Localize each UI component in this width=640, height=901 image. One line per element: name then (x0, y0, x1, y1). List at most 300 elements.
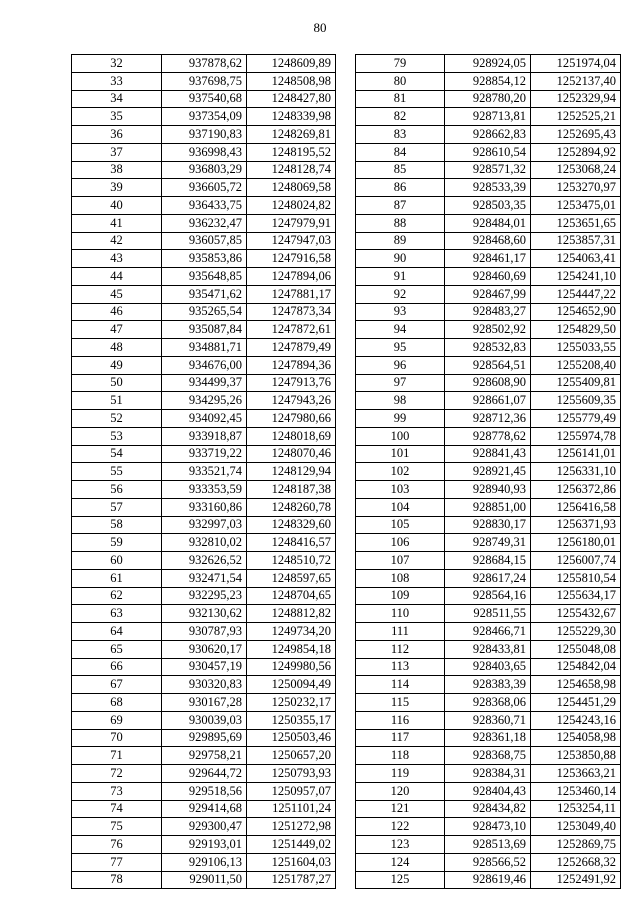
table-row (72, 303, 336, 321)
point-number-cell: 77 (72, 853, 162, 871)
y-coordinate-cell: 1250957,07 (247, 782, 336, 800)
y-coordinate-cell: 1248128,74 (247, 161, 336, 179)
x-coordinate-cell: 935471,62 (162, 285, 247, 303)
y-coordinate-cell: 1255229,30 (531, 623, 621, 641)
y-coordinate-cell: 1253857,31 (531, 232, 621, 250)
y-coordinate-cell: 1254063,41 (531, 250, 621, 268)
point-number-cell: 49 (72, 356, 162, 374)
table-row (72, 179, 336, 197)
y-coordinate-cell: 1247979,91 (247, 214, 336, 232)
table-row (72, 587, 336, 605)
table-row (72, 339, 336, 357)
table-row (72, 871, 336, 889)
table-row (72, 481, 336, 499)
y-coordinate-cell: 1250503,46 (247, 729, 336, 747)
point-number-cell: 53 (72, 427, 162, 445)
point-number-cell: 59 (72, 534, 162, 552)
point-number-cell: 73 (72, 782, 162, 800)
point-number-cell: 69 (72, 711, 162, 729)
x-coordinate-cell: 934881,71 (162, 339, 247, 357)
y-coordinate-cell: 1247943,26 (247, 392, 336, 410)
x-coordinate-cell: 928610,54 (445, 143, 531, 161)
table-row (356, 782, 621, 800)
point-number-cell: 110 (356, 605, 445, 623)
x-coordinate-cell: 928460,69 (445, 268, 531, 286)
point-number-cell: 56 (72, 481, 162, 499)
y-coordinate-cell: 1248416,57 (247, 534, 336, 552)
table-row (72, 463, 336, 481)
table-row (72, 782, 336, 800)
x-coordinate-cell: 928483,27 (445, 303, 531, 321)
y-coordinate-cell: 1251787,27 (247, 871, 336, 889)
y-coordinate-cell: 1255048,08 (531, 640, 621, 658)
x-coordinate-cell: 930167,28 (162, 694, 247, 712)
point-number-cell: 106 (356, 534, 445, 552)
x-coordinate-cell: 928513,69 (445, 836, 531, 854)
y-coordinate-cell: 1250355,17 (247, 711, 336, 729)
x-coordinate-cell: 929414,68 (162, 800, 247, 818)
x-coordinate-cell: 930787,93 (162, 623, 247, 641)
x-coordinate-cell: 928564,51 (445, 356, 531, 374)
table-row (72, 285, 336, 303)
table-row (356, 268, 621, 286)
table-row (356, 481, 621, 499)
point-number-cell: 67 (72, 676, 162, 694)
y-coordinate-cell: 1254241,10 (531, 268, 621, 286)
table-row (72, 552, 336, 570)
x-coordinate-cell: 935087,84 (162, 321, 247, 339)
x-coordinate-cell: 928712,36 (445, 410, 531, 428)
point-number-cell: 68 (72, 694, 162, 712)
table-row (72, 161, 336, 179)
y-coordinate-cell: 1255810,54 (531, 569, 621, 587)
point-number-cell: 101 (356, 445, 445, 463)
table-row (356, 676, 621, 694)
y-coordinate-cell: 1254658,98 (531, 676, 621, 694)
point-number-cell: 55 (72, 463, 162, 481)
x-coordinate-cell: 936803,29 (162, 161, 247, 179)
point-number-cell: 84 (356, 143, 445, 161)
table-row (72, 534, 336, 552)
point-number-cell: 79 (356, 55, 445, 73)
table-row (72, 214, 336, 232)
y-coordinate-cell: 1248018,69 (247, 427, 336, 445)
x-coordinate-cell: 928619,46 (445, 871, 531, 889)
table-row (72, 268, 336, 286)
y-coordinate-cell: 1248070,46 (247, 445, 336, 463)
x-coordinate-cell: 929300,47 (162, 818, 247, 836)
point-number-cell: 40 (72, 197, 162, 215)
table-row (356, 498, 621, 516)
x-coordinate-cell: 928502,92 (445, 321, 531, 339)
point-number-cell: 124 (356, 853, 445, 871)
x-coordinate-cell: 928661,07 (445, 392, 531, 410)
point-number-cell: 41 (72, 214, 162, 232)
x-coordinate-cell: 928466,71 (445, 623, 531, 641)
point-number-cell: 39 (72, 179, 162, 197)
x-coordinate-cell: 932997,03 (162, 516, 247, 534)
y-coordinate-cell: 1247872,61 (247, 321, 336, 339)
y-coordinate-cell: 1252869,75 (531, 836, 621, 854)
table-row (356, 55, 621, 73)
table-row (356, 640, 621, 658)
table-row (72, 658, 336, 676)
table-row (356, 818, 621, 836)
y-coordinate-cell: 1253254,11 (531, 800, 621, 818)
table-row (72, 765, 336, 783)
y-coordinate-cell: 1254451,29 (531, 694, 621, 712)
table-row (356, 587, 621, 605)
point-number-cell: 54 (72, 445, 162, 463)
point-number-cell: 66 (72, 658, 162, 676)
point-number-cell: 122 (356, 818, 445, 836)
table-row (72, 410, 336, 428)
table-row (72, 605, 336, 623)
point-number-cell: 85 (356, 161, 445, 179)
table-row (72, 800, 336, 818)
table-row (356, 303, 621, 321)
x-coordinate-cell: 937698,75 (162, 72, 247, 90)
table-row (72, 108, 336, 126)
y-coordinate-cell: 1253651,65 (531, 214, 621, 232)
table-row (356, 516, 621, 534)
table-row (356, 463, 621, 481)
x-coordinate-cell: 933353,59 (162, 481, 247, 499)
table-row (72, 55, 336, 73)
x-coordinate-cell: 929106,13 (162, 853, 247, 871)
x-coordinate-cell: 929895,69 (162, 729, 247, 747)
table-row (356, 321, 621, 339)
table-row (72, 356, 336, 374)
y-coordinate-cell: 1247881,17 (247, 285, 336, 303)
point-number-cell: 37 (72, 143, 162, 161)
y-coordinate-cell: 1251974,04 (531, 55, 621, 73)
x-coordinate-cell: 932810,02 (162, 534, 247, 552)
table-row (72, 729, 336, 747)
point-number-cell: 95 (356, 339, 445, 357)
y-coordinate-cell: 1256331,10 (531, 463, 621, 481)
x-coordinate-cell: 928841,43 (445, 445, 531, 463)
table-row (72, 90, 336, 108)
coordinates-table-left (71, 54, 336, 889)
table-row (72, 640, 336, 658)
point-number-cell: 80 (356, 72, 445, 90)
point-number-cell: 57 (72, 498, 162, 516)
y-coordinate-cell: 1252668,32 (531, 853, 621, 871)
y-coordinate-cell: 1248195,52 (247, 143, 336, 161)
x-coordinate-cell: 935265,54 (162, 303, 247, 321)
x-coordinate-cell: 928383,39 (445, 676, 531, 694)
x-coordinate-cell: 929011,50 (162, 871, 247, 889)
table-row (356, 250, 621, 268)
y-coordinate-cell: 1249734,20 (247, 623, 336, 641)
y-coordinate-cell: 1250232,17 (247, 694, 336, 712)
x-coordinate-cell: 937878,62 (162, 55, 247, 73)
y-coordinate-cell: 1249980,56 (247, 658, 336, 676)
y-coordinate-cell: 1248269,81 (247, 126, 336, 144)
x-coordinate-cell: 936998,43 (162, 143, 247, 161)
table-row (356, 339, 621, 357)
point-number-cell: 98 (356, 392, 445, 410)
point-number-cell: 75 (72, 818, 162, 836)
x-coordinate-cell: 928360,71 (445, 711, 531, 729)
point-number-cell: 103 (356, 481, 445, 499)
point-number-cell: 35 (72, 108, 162, 126)
point-number-cell: 88 (356, 214, 445, 232)
y-coordinate-cell: 1255432,67 (531, 605, 621, 623)
y-coordinate-cell: 1255208,40 (531, 356, 621, 374)
point-number-cell: 74 (72, 800, 162, 818)
y-coordinate-cell: 1252329,94 (531, 90, 621, 108)
table-row (356, 143, 621, 161)
table-row (72, 126, 336, 144)
point-number-cell: 90 (356, 250, 445, 268)
y-coordinate-cell: 1253460,14 (531, 782, 621, 800)
x-coordinate-cell: 928780,20 (445, 90, 531, 108)
point-number-cell: 81 (356, 90, 445, 108)
y-coordinate-cell: 1252137,40 (531, 72, 621, 90)
table-row (72, 694, 336, 712)
x-coordinate-cell: 932130,62 (162, 605, 247, 623)
point-number-cell: 107 (356, 552, 445, 570)
x-coordinate-cell: 934499,37 (162, 374, 247, 392)
y-coordinate-cell: 1253270,97 (531, 179, 621, 197)
point-number-cell: 89 (356, 232, 445, 250)
table-row (356, 534, 621, 552)
point-number-cell: 123 (356, 836, 445, 854)
x-coordinate-cell: 928384,31 (445, 765, 531, 783)
y-coordinate-cell: 1250793,93 (247, 765, 336, 783)
x-coordinate-cell: 928368,75 (445, 747, 531, 765)
x-coordinate-cell: 936232,47 (162, 214, 247, 232)
point-number-cell: 51 (72, 392, 162, 410)
point-number-cell: 116 (356, 711, 445, 729)
table-row (356, 711, 621, 729)
y-coordinate-cell: 1255609,35 (531, 392, 621, 410)
x-coordinate-cell: 933160,86 (162, 498, 247, 516)
y-coordinate-cell: 1248812,82 (247, 605, 336, 623)
point-number-cell: 109 (356, 587, 445, 605)
coordinates-table-right (355, 54, 621, 889)
point-number-cell: 97 (356, 374, 445, 392)
x-coordinate-cell: 928403,65 (445, 658, 531, 676)
y-coordinate-cell: 1255779,49 (531, 410, 621, 428)
x-coordinate-cell: 928467,99 (445, 285, 531, 303)
y-coordinate-cell: 1252695,43 (531, 126, 621, 144)
y-coordinate-cell: 1247894,06 (247, 268, 336, 286)
table-row (356, 356, 621, 374)
table-body-left (72, 55, 336, 889)
table-row (356, 108, 621, 126)
table-row (72, 392, 336, 410)
point-number-cell: 70 (72, 729, 162, 747)
x-coordinate-cell: 930620,17 (162, 640, 247, 658)
table-row (356, 658, 621, 676)
table-row (356, 126, 621, 144)
y-coordinate-cell: 1254842,04 (531, 658, 621, 676)
table-row (356, 214, 621, 232)
point-number-cell: 71 (72, 747, 162, 765)
point-number-cell: 119 (356, 765, 445, 783)
point-number-cell: 91 (356, 268, 445, 286)
table-row (356, 161, 621, 179)
table-row (72, 836, 336, 854)
table-row (72, 853, 336, 871)
table-row (356, 374, 621, 392)
table-row (72, 569, 336, 587)
point-number-cell: 58 (72, 516, 162, 534)
y-coordinate-cell: 1248329,60 (247, 516, 336, 534)
x-coordinate-cell: 929518,56 (162, 782, 247, 800)
table-row (356, 623, 621, 641)
y-coordinate-cell: 1248427,80 (247, 90, 336, 108)
table-row (72, 232, 336, 250)
table-row (356, 410, 621, 428)
point-number-cell: 104 (356, 498, 445, 516)
y-coordinate-cell: 1256416,58 (531, 498, 621, 516)
point-number-cell: 44 (72, 268, 162, 286)
y-coordinate-cell: 1251101,24 (247, 800, 336, 818)
x-coordinate-cell: 928571,32 (445, 161, 531, 179)
y-coordinate-cell: 1252491,92 (531, 871, 621, 889)
table-body-right (356, 55, 621, 889)
x-coordinate-cell: 930320,83 (162, 676, 247, 694)
y-coordinate-cell: 1255409,81 (531, 374, 621, 392)
x-coordinate-cell: 928854,12 (445, 72, 531, 90)
x-coordinate-cell: 928830,17 (445, 516, 531, 534)
point-number-cell: 43 (72, 250, 162, 268)
x-coordinate-cell: 930457,19 (162, 658, 247, 676)
table-row (356, 853, 621, 871)
y-coordinate-cell: 1253068,24 (531, 161, 621, 179)
x-coordinate-cell: 932295,23 (162, 587, 247, 605)
y-coordinate-cell: 1248508,98 (247, 72, 336, 90)
point-number-cell: 86 (356, 179, 445, 197)
y-coordinate-cell: 1254058,98 (531, 729, 621, 747)
table-row (72, 374, 336, 392)
table-row (356, 800, 621, 818)
table-row (356, 747, 621, 765)
point-number-cell: 34 (72, 90, 162, 108)
table-row (72, 250, 336, 268)
y-coordinate-cell: 1247916,58 (247, 250, 336, 268)
point-number-cell: 61 (72, 569, 162, 587)
point-number-cell: 92 (356, 285, 445, 303)
y-coordinate-cell: 1248510,72 (247, 552, 336, 570)
point-number-cell: 102 (356, 463, 445, 481)
table-row (356, 729, 621, 747)
x-coordinate-cell: 928368,06 (445, 694, 531, 712)
table-row (356, 179, 621, 197)
point-number-cell: 32 (72, 55, 162, 73)
y-coordinate-cell: 1248339,98 (247, 108, 336, 126)
point-number-cell: 36 (72, 126, 162, 144)
y-coordinate-cell: 1251449,02 (247, 836, 336, 854)
y-coordinate-cell: 1248129,94 (247, 463, 336, 481)
x-coordinate-cell: 937540,68 (162, 90, 247, 108)
point-number-cell: 45 (72, 285, 162, 303)
table-row (72, 623, 336, 641)
y-coordinate-cell: 1256372,86 (531, 481, 621, 499)
x-coordinate-cell: 936605,72 (162, 179, 247, 197)
x-coordinate-cell: 936057,85 (162, 232, 247, 250)
x-coordinate-cell: 928564,16 (445, 587, 531, 605)
table-row (72, 747, 336, 765)
y-coordinate-cell: 1248069,58 (247, 179, 336, 197)
x-coordinate-cell: 928461,17 (445, 250, 531, 268)
table-row (356, 552, 621, 570)
table-row (356, 72, 621, 90)
x-coordinate-cell: 933521,74 (162, 463, 247, 481)
y-coordinate-cell: 1254447,22 (531, 285, 621, 303)
x-coordinate-cell: 928468,60 (445, 232, 531, 250)
table-row (72, 197, 336, 215)
point-number-cell: 114 (356, 676, 445, 694)
point-number-cell: 62 (72, 587, 162, 605)
point-number-cell: 96 (356, 356, 445, 374)
y-coordinate-cell: 1256371,93 (531, 516, 621, 534)
table-row (72, 427, 336, 445)
y-coordinate-cell: 1248260,78 (247, 498, 336, 516)
x-coordinate-cell: 930039,03 (162, 711, 247, 729)
x-coordinate-cell: 928749,31 (445, 534, 531, 552)
x-coordinate-cell: 932471,54 (162, 569, 247, 587)
y-coordinate-cell: 1252894,92 (531, 143, 621, 161)
table-row (72, 516, 336, 534)
point-number-cell: 120 (356, 782, 445, 800)
x-coordinate-cell: 928434,82 (445, 800, 531, 818)
table-row (356, 765, 621, 783)
y-coordinate-cell: 1247980,66 (247, 410, 336, 428)
point-number-cell: 113 (356, 658, 445, 676)
point-number-cell: 63 (72, 605, 162, 623)
x-coordinate-cell: 928484,01 (445, 214, 531, 232)
y-coordinate-cell: 1250094,49 (247, 676, 336, 694)
point-number-cell: 121 (356, 800, 445, 818)
y-coordinate-cell: 1247894,36 (247, 356, 336, 374)
point-number-cell: 60 (72, 552, 162, 570)
point-number-cell: 111 (356, 623, 445, 641)
y-coordinate-cell: 1248024,82 (247, 197, 336, 215)
x-coordinate-cell: 928684,15 (445, 552, 531, 570)
table-row (356, 871, 621, 889)
y-coordinate-cell: 1248187,38 (247, 481, 336, 499)
y-coordinate-cell: 1253663,21 (531, 765, 621, 783)
point-number-cell: 42 (72, 232, 162, 250)
y-coordinate-cell: 1254829,50 (531, 321, 621, 339)
table-row (356, 197, 621, 215)
point-number-cell: 87 (356, 197, 445, 215)
x-coordinate-cell: 928851,00 (445, 498, 531, 516)
point-number-cell: 52 (72, 410, 162, 428)
point-number-cell: 38 (72, 161, 162, 179)
x-coordinate-cell: 933918,87 (162, 427, 247, 445)
x-coordinate-cell: 928608,90 (445, 374, 531, 392)
table-row (72, 321, 336, 339)
x-coordinate-cell: 928533,39 (445, 179, 531, 197)
x-coordinate-cell: 928617,24 (445, 569, 531, 587)
x-coordinate-cell: 929644,72 (162, 765, 247, 783)
y-coordinate-cell: 1250657,20 (247, 747, 336, 765)
table-row (72, 676, 336, 694)
y-coordinate-cell: 1256180,01 (531, 534, 621, 552)
y-coordinate-cell: 1253475,01 (531, 197, 621, 215)
point-number-cell: 99 (356, 410, 445, 428)
point-number-cell: 33 (72, 72, 162, 90)
y-coordinate-cell: 1251604,03 (247, 853, 336, 871)
point-number-cell: 125 (356, 871, 445, 889)
y-coordinate-cell: 1248597,65 (247, 569, 336, 587)
